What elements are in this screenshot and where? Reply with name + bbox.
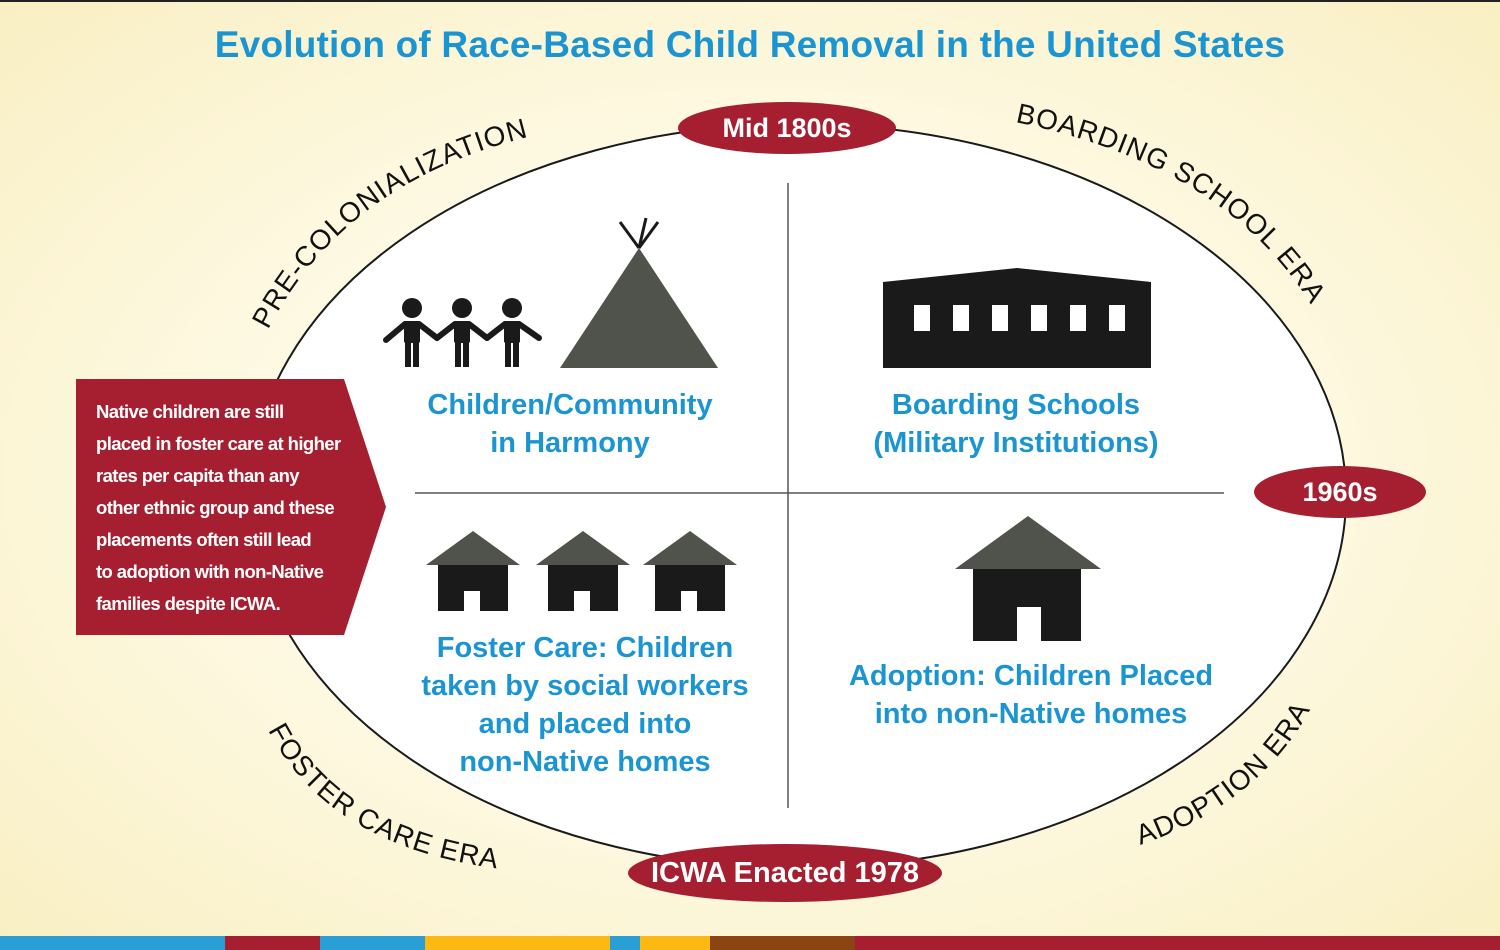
era-label-boarding-school: BOARDING SCHOOL ERA bbox=[1013, 97, 1333, 309]
quadrant-label-foster-care: Foster Care: Children taken by social workers and placed into non-Native homes bbox=[421, 632, 749, 778]
quadrant-label-harmony: Children/Community in Harmony bbox=[427, 389, 713, 459]
milestone-1960s: 1960s bbox=[1254, 466, 1426, 518]
stripe-segment bbox=[320, 936, 425, 950]
era-label-pre-colonialization: PRE-COLONIALIZATION bbox=[245, 112, 531, 333]
milestone-icwa-1978: ICWA Enacted 1978 bbox=[628, 844, 942, 902]
stripe-segment bbox=[640, 936, 710, 950]
quadrant-label-boarding-schools: Boarding Schools (Military Institutions) bbox=[873, 389, 1159, 459]
diagram-title: Evolution of Race-Based Child Removal in the United States bbox=[214, 24, 1286, 65]
era-label-foster-care: FOSTER CARE ERA bbox=[262, 717, 502, 875]
stripe-segment bbox=[855, 936, 1500, 950]
milestone-mid-1800s: Mid 1800s bbox=[678, 102, 896, 154]
stripe-segment bbox=[225, 936, 320, 950]
bottom-color-stripe bbox=[0, 936, 1500, 950]
quadrant-label-adoption: Adoption: Children Placed into non-Native homes bbox=[848, 660, 1214, 730]
boarding-school-icon bbox=[883, 268, 1151, 368]
stripe-segment bbox=[425, 936, 610, 950]
stripe-segment bbox=[610, 936, 640, 950]
stripe-segment bbox=[710, 936, 855, 950]
era-label-adoption: ADOPTION ERA bbox=[1131, 695, 1317, 851]
callout-text: Native children are still placed in foster care at higher rates per capita than any other ethnic group and these placements often still lead to adoption with non-Native families despite ICWA. bbox=[96, 401, 341, 614]
stripe-segment bbox=[0, 936, 225, 950]
